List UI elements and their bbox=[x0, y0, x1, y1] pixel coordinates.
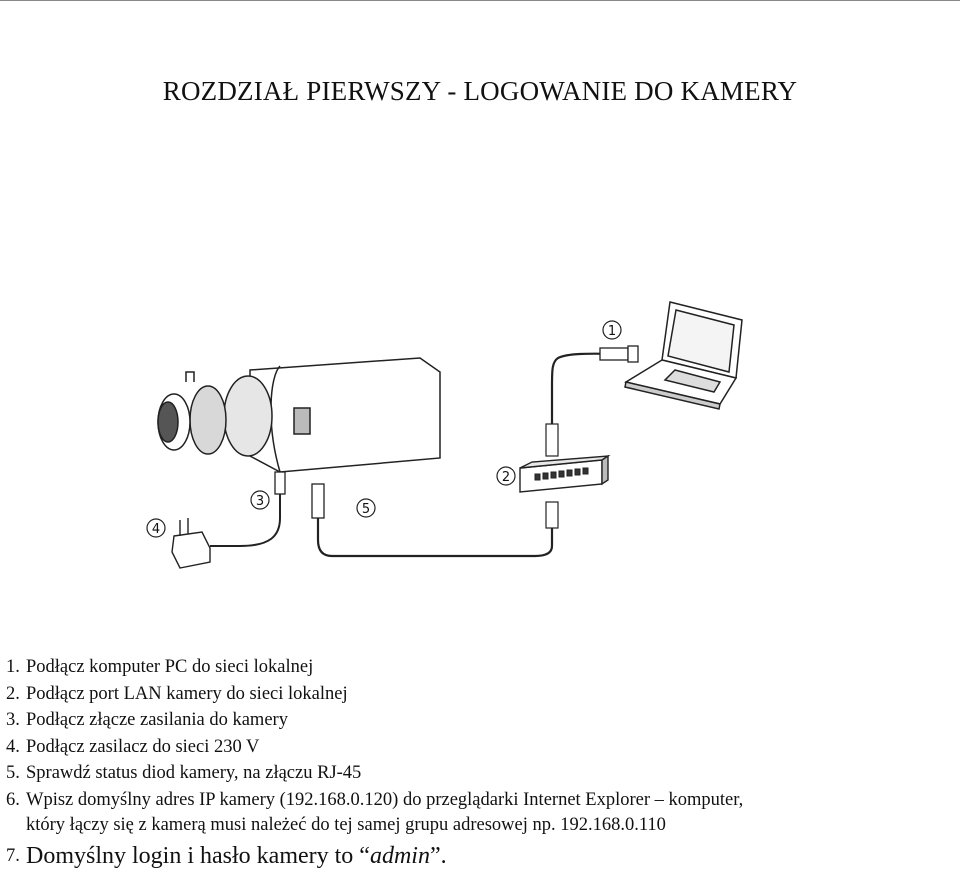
step-text: Podłącz komputer PC do sieci lokalnej bbox=[26, 657, 314, 677]
step-2 bbox=[6, 681, 956, 708]
step-number: 6. bbox=[6, 789, 20, 810]
step-text: Podłącz port LAN kamery do sieci lokalnej bbox=[26, 683, 348, 704]
callout-3 bbox=[251, 491, 269, 509]
step-4 bbox=[6, 734, 956, 761]
step-6-continuation: który łączy się z kamerą musi należeć do tej samej grupu adresowej np. 192.168.0.110 bbox=[26, 815, 666, 835]
step-1 bbox=[6, 654, 956, 681]
step-6 bbox=[6, 787, 956, 814]
power-adapter-icon bbox=[172, 518, 210, 568]
svg-text:4: 4 bbox=[151, 522, 161, 537]
step-text: Podłącz zasilacz do sieci 230 V bbox=[26, 736, 260, 757]
cable-laptop-switch bbox=[552, 354, 627, 436]
laptop-icon bbox=[625, 302, 742, 409]
svg-text:2: 2 bbox=[501, 470, 511, 485]
cable-switch-camera bbox=[318, 518, 552, 556]
connection-diagram bbox=[130, 296, 770, 586]
step-text: Wpisz domyślny adres IP kamery (192.168.0.120) do przeglądarki Internet Explorer – komputer, bbox=[26, 789, 744, 810]
callout-4 bbox=[147, 519, 165, 537]
step-text-before: Domyślny login i hasło kamery to “ bbox=[26, 842, 370, 869]
callout-5 bbox=[357, 499, 375, 517]
step-text-after: ”. bbox=[429, 842, 447, 869]
step-text bbox=[26, 841, 447, 871]
step-number: 4. bbox=[6, 736, 20, 757]
network-switch-icon bbox=[520, 456, 608, 492]
step-text: Podłącz złącze zasilania do kamery bbox=[26, 710, 288, 730]
step-number: 3. bbox=[6, 710, 20, 730]
step-number: 7. bbox=[6, 845, 20, 866]
step-5 bbox=[6, 760, 956, 787]
camera-icon bbox=[158, 358, 440, 472]
rj45-connector-icon bbox=[600, 346, 638, 362]
step-3 bbox=[6, 707, 956, 734]
default-login: admin bbox=[369, 842, 430, 869]
steps-list bbox=[6, 654, 956, 871]
svg-text:5: 5 bbox=[361, 502, 371, 517]
step-text: Sprawdź status diod kamery, na złączu RJ-45 bbox=[26, 763, 362, 783]
step-number: 2. bbox=[6, 683, 20, 704]
top-rule bbox=[0, 0, 960, 1]
page-title: ROZDZIAŁ PIERWSZY - LOGOWANIE DO KAMERY bbox=[162, 76, 798, 106]
svg-text:3: 3 bbox=[255, 494, 265, 509]
step-number: 5. bbox=[6, 763, 20, 783]
callout-2 bbox=[497, 467, 515, 485]
cable-power bbox=[210, 486, 280, 546]
step-number: 1. bbox=[6, 657, 20, 677]
callout-1 bbox=[603, 321, 621, 339]
svg-text:1: 1 bbox=[607, 324, 617, 339]
step-7 bbox=[6, 841, 956, 871]
